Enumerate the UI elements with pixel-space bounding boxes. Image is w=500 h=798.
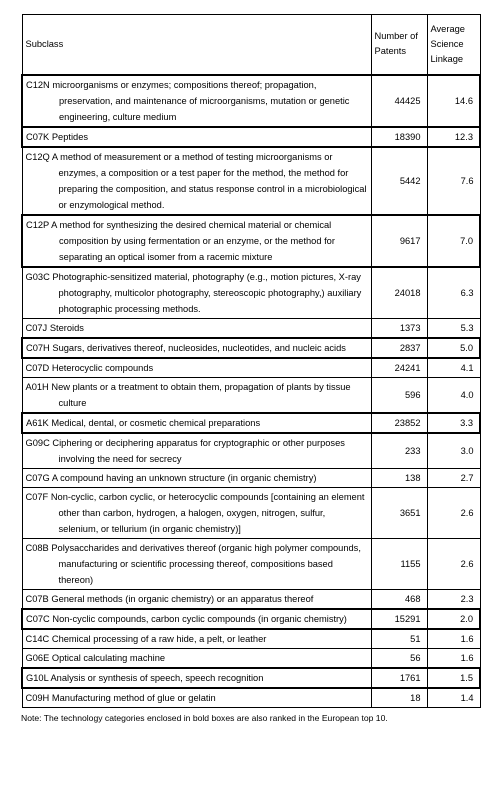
science-linkage-cell: 3.0	[427, 433, 480, 469]
number-of-patents-cell: 596	[371, 377, 427, 413]
patent-subclass-table	[21, 14, 481, 708]
subclass-text	[26, 435, 368, 467]
number-of-patents-cell: 9617	[371, 215, 427, 267]
subclass-code: C07K	[26, 131, 50, 142]
subclass-description: General methods (in organic chemistry) or an apparatus thereof	[51, 593, 314, 604]
table-row	[22, 487, 480, 538]
subclass-description: Analysis or synthesis of speech, speech recognition	[50, 672, 264, 683]
science-linkage-cell: 4.1	[427, 358, 480, 378]
header-subclass: Subclass	[22, 15, 371, 75]
subclass-text	[26, 470, 368, 486]
table-row	[22, 648, 480, 668]
subclass-description: Photographic-sensitized material, photography (e.g., motion pictures, X-ray photography, multicolor photography, stereoscopic photography,) auxiliary photographic processing methods.	[52, 271, 362, 314]
table-row	[22, 688, 480, 708]
subclass-cell	[22, 127, 371, 147]
subclass-description: Non-cyclic compounds, carbon cyclic compounds (in organic chemistry)	[52, 613, 347, 624]
number-of-patents-cell: 138	[371, 468, 427, 487]
subclass-code: G06E	[25, 652, 50, 663]
subclass-text	[26, 149, 368, 213]
subclass-code: C12N	[26, 79, 50, 90]
subclass-cell	[22, 318, 371, 338]
number-of-patents-cell: 56	[371, 648, 427, 668]
subclass-code: C07G	[25, 472, 50, 483]
subclass-cell	[22, 267, 371, 319]
subclass-cell	[22, 668, 371, 688]
subclass-text	[26, 540, 368, 588]
table-row	[22, 629, 480, 649]
subclass-description: Polysaccharides and derivatives thereof (organic high polymer compounds, manufacturing or scientific processing thereof, compositions based thereon)	[51, 542, 361, 585]
subclass-cell	[22, 75, 371, 127]
table-note: Note: The technology categories enclosed in bold boxes are also ranked in the European top 10.	[21, 712, 388, 723]
science-linkage-cell: 6.3	[427, 267, 480, 319]
science-linkage-cell: 2.7	[427, 468, 480, 487]
subclass-description: A method of measurement or a method of testing microorganisms or enzymes, a composition or a test paper for the method, the method for preparing the composition, and status response control in a microbiological or enzymological method.	[51, 151, 367, 210]
science-linkage-cell: 1.6	[427, 648, 480, 668]
subclass-description: A compound having an unknown structure (in organic chemistry)	[51, 472, 317, 483]
table-row	[22, 589, 480, 609]
number-of-patents-cell: 5442	[371, 147, 427, 215]
table-row	[22, 668, 480, 688]
number-of-patents-cell: 44425	[371, 75, 427, 127]
table-container	[21, 14, 479, 723]
subclass-code: C07D	[25, 362, 50, 373]
number-of-patents-cell: 468	[371, 589, 427, 609]
table-row	[22, 215, 480, 267]
science-linkage-cell: 1.4	[427, 688, 480, 708]
number-of-patents-cell: 1155	[371, 538, 427, 589]
science-linkage-cell: 1.5	[427, 668, 480, 688]
header-average-science-linkage: Average Science Linkage	[427, 15, 480, 75]
subclass-text	[26, 670, 368, 686]
subclass-text	[26, 77, 368, 125]
number-of-patents-cell: 1373	[371, 318, 427, 338]
header-number-of-patents: Number of Patents	[371, 15, 427, 75]
subclass-cell	[22, 377, 371, 413]
subclass-cell	[22, 413, 371, 433]
number-of-patents-cell: 3651	[371, 487, 427, 538]
subclass-text	[26, 489, 368, 537]
table-row	[22, 75, 480, 127]
science-linkage-cell: 2.6	[427, 538, 480, 589]
number-of-patents-cell: 18390	[371, 127, 427, 147]
subclass-description: Manufacturing method of glue or gelatin	[51, 692, 216, 703]
number-of-patents-cell: 2837	[371, 338, 427, 358]
subclass-cell	[22, 215, 371, 267]
number-of-patents-cell: 18	[371, 688, 427, 708]
subclass-cell	[22, 688, 371, 708]
science-linkage-cell: 2.3	[427, 589, 480, 609]
subclass-code: C14C	[25, 633, 50, 644]
subclass-cell	[22, 433, 371, 469]
subclass-code: C07B	[25, 593, 49, 604]
table-row	[22, 433, 480, 469]
subclass-text	[26, 320, 368, 336]
table-row	[22, 377, 480, 413]
subclass-text	[26, 415, 368, 431]
subclass-text	[26, 611, 368, 627]
science-linkage-cell: 1.6	[427, 629, 480, 649]
subclass-text	[26, 631, 368, 647]
subclass-text	[26, 591, 368, 607]
subclass-description: Medical, dental, or cosmetic chemical preparations	[51, 417, 261, 428]
subclass-cell	[22, 468, 371, 487]
science-linkage-cell: 7.6	[427, 147, 480, 215]
subclass-code: C07J	[25, 322, 48, 333]
table-row	[22, 267, 480, 319]
subclass-description: Chemical processing of a raw hide, a pelt, or leather	[51, 633, 267, 644]
science-linkage-cell: 4.0	[427, 377, 480, 413]
number-of-patents-cell: 24241	[371, 358, 427, 378]
subclass-description: Steroids	[49, 322, 84, 333]
number-of-patents-cell: 51	[371, 629, 427, 649]
table-row	[22, 468, 480, 487]
subclass-code: C09H	[25, 692, 50, 703]
subclass-code: C07C	[26, 613, 50, 624]
subclass-code: A01H	[25, 381, 49, 392]
subclass-code: C08B	[25, 542, 49, 553]
subclass-text	[26, 269, 368, 317]
science-linkage-cell: 2.6	[427, 487, 480, 538]
subclass-code: C07H	[26, 342, 50, 353]
table-row	[22, 609, 480, 629]
subclass-cell	[22, 589, 371, 609]
table-row	[22, 127, 480, 147]
subclass-code: C12Q	[25, 151, 50, 162]
science-linkage-cell: 14.6	[427, 75, 480, 127]
subclass-text	[26, 379, 368, 411]
table-header-row	[22, 15, 480, 75]
subclass-code: A61K	[26, 417, 49, 428]
science-linkage-cell: 5.3	[427, 318, 480, 338]
subclass-code: C12P	[26, 219, 50, 230]
subclass-description: Non-cyclic, carbon cyclic, or heterocyclic compounds [containing an element other than carbon, hydrogen, a halogen, oxygen, nitrogen, sulfur, selenium, or tellurium (in organic chemistry)]	[50, 491, 365, 534]
number-of-patents-cell: 233	[371, 433, 427, 469]
subclass-description: Ciphering or deciphering apparatus for cryptographic or other purposes involving the need for secrecy	[52, 437, 345, 464]
table-body	[22, 75, 480, 708]
science-linkage-cell: 2.0	[427, 609, 480, 629]
table-row	[22, 413, 480, 433]
science-linkage-cell: 12.3	[427, 127, 480, 147]
number-of-patents-cell: 15291	[371, 609, 427, 629]
subclass-description: microorganisms or enzymes; compositions thereof; propagation, preservation, and maintenance of microorganisms, mutation or genetic engineering, culture medium	[52, 79, 350, 122]
subclass-description: New plants or a treatment to obtain them, propagation of plants by tissue culture	[51, 381, 351, 408]
subclass-cell	[22, 538, 371, 589]
subclass-text	[26, 217, 368, 265]
number-of-patents-cell: 1761	[371, 668, 427, 688]
subclass-text	[26, 650, 368, 666]
subclass-description: Optical calculating machine	[51, 652, 166, 663]
subclass-description: Sugars, derivatives thereof, nucleosides, nucleotides, and nucleic acids	[52, 342, 346, 353]
table-row	[22, 147, 480, 215]
subclass-text	[26, 340, 368, 356]
science-linkage-cell: 7.0	[427, 215, 480, 267]
subclass-code: G03C	[25, 271, 50, 282]
subclass-cell	[22, 648, 371, 668]
table-row	[22, 538, 480, 589]
table-row	[22, 318, 480, 338]
subclass-code: C07F	[25, 491, 49, 502]
subclass-text	[26, 690, 368, 706]
subclass-description: Peptides	[51, 131, 89, 142]
subclass-cell	[22, 629, 371, 649]
subclass-code: G10L	[26, 672, 49, 683]
subclass-cell	[22, 487, 371, 538]
subclass-text	[26, 129, 368, 145]
science-linkage-cell: 5.0	[427, 338, 480, 358]
science-linkage-cell: 3.3	[427, 413, 480, 433]
subclass-cell	[22, 358, 371, 378]
subclass-description: A method for synthesizing the desired chemical material or chemical composition by using fermentation or an enzyme, or the method for separating an optical isomer from a racemic mixture	[51, 219, 335, 262]
subclass-text	[26, 360, 368, 376]
subclass-cell	[22, 338, 371, 358]
subclass-cell	[22, 609, 371, 629]
number-of-patents-cell: 23852	[371, 413, 427, 433]
subclass-cell	[22, 147, 371, 215]
subclass-code: G09C	[25, 437, 50, 448]
table-row	[22, 358, 480, 378]
number-of-patents-cell: 24018	[371, 267, 427, 319]
table-row	[22, 338, 480, 358]
subclass-description: Heterocyclic compounds	[51, 362, 154, 373]
